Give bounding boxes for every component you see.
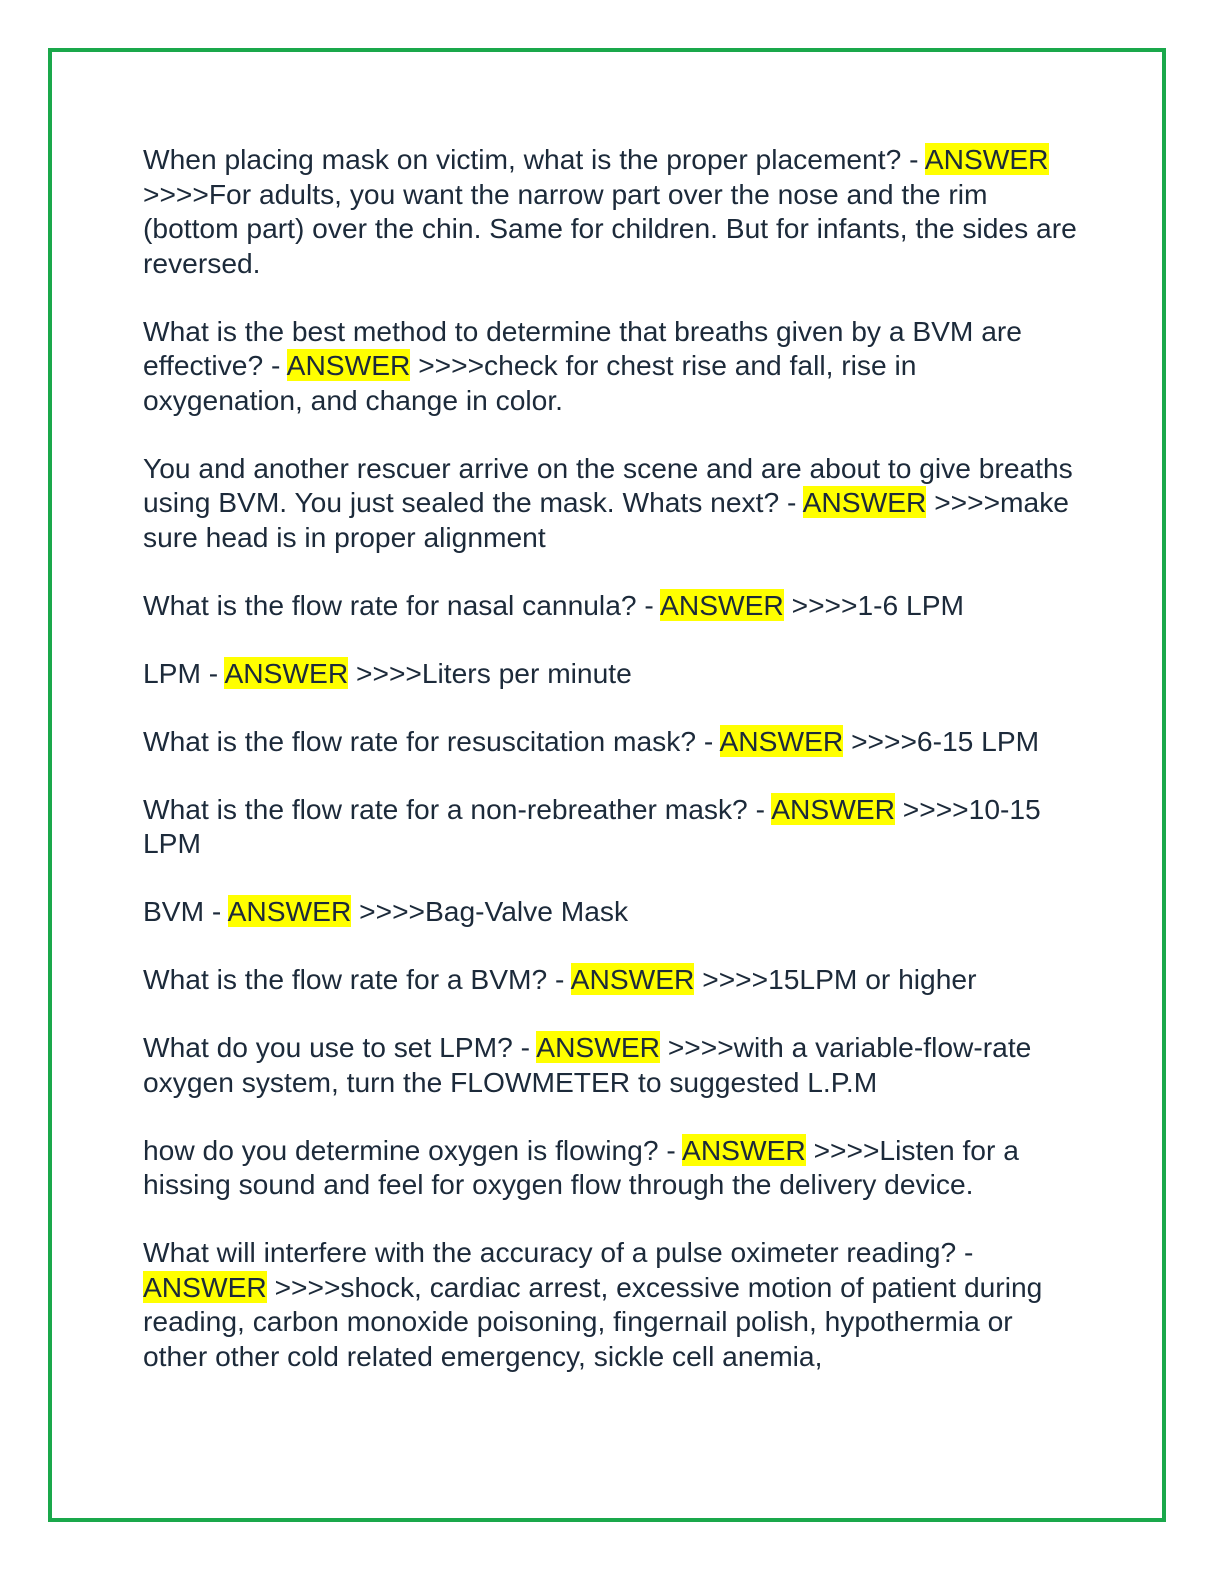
- qa-item: [143, 792, 1078, 861]
- qa-item: [143, 894, 1078, 929]
- answer-highlight: ANSWER: [771, 792, 895, 825]
- qa-item: [143, 1235, 1078, 1373]
- question-text: What is the flow rate for nasal cannula? -: [143, 588, 661, 621]
- question-text: What is the flow rate for a BVM? -: [143, 963, 571, 995]
- answer-text: >>>>check for chest rise and fall, rise in oxygenation, and change in color.: [143, 349, 917, 416]
- document-body: [143, 142, 1078, 1407]
- answer-text: >>>>Bag-Valve Mask: [351, 895, 629, 927]
- answer-highlight: ANSWER: [719, 724, 844, 757]
- qa-item: [143, 588, 1078, 623]
- qa-item: [143, 1133, 1078, 1202]
- answer-highlight: ANSWER: [570, 963, 695, 995]
- qa-item: [143, 142, 1078, 280]
- answer-highlight: ANSWER: [227, 895, 352, 927]
- answer-text: >>>>6-15 LPM: [843, 724, 1040, 757]
- question-text: LPM -: [143, 656, 225, 689]
- qa-item: [143, 1030, 1078, 1099]
- answer-text: >>>>15LPM or higher: [694, 963, 977, 995]
- answer-text: >>>>For adults, you want the narrow part over the nose and the rim (bottom part) over the chin. Same for children. But for infants, the sides are reversed.: [143, 177, 1077, 279]
- answer-highlight: ANSWER: [224, 656, 349, 689]
- answer-text: >>>>Liters per minute: [348, 656, 632, 689]
- question-text: What do you use to set LPM? -: [143, 1031, 537, 1063]
- answer-highlight: ANSWER: [286, 349, 411, 381]
- answer-text: >>>>make sure head is in proper alignment: [143, 486, 1069, 553]
- answer-text: >>>>with a variable-flow-rate oxygen system, turn the FLOWMETER to suggested L.P.M: [143, 1031, 1032, 1098]
- question-text: What is the flow rate for resuscitation mask? -: [143, 724, 720, 757]
- question-text: BVM -: [143, 895, 228, 927]
- qa-item: [143, 314, 1078, 418]
- question-text: What is the best method to determine that breaths given by a BVM are effective? -: [143, 314, 1022, 381]
- answer-highlight: ANSWER: [536, 1031, 660, 1063]
- answer-text: >>>>Listen for a hissing sound and feel for oxygen flow through the delivery device.: [143, 1133, 1019, 1200]
- answer-highlight: ANSWER: [682, 1133, 806, 1166]
- question-text: What will interfere with the accuracy of a pulse oximeter reading? -: [143, 1236, 974, 1268]
- question-text: When placing mask on victim, what is the proper placement? -: [143, 143, 925, 175]
- answer-text: >>>>shock, cardiac arrest, excessive motion of patient during reading, carbon monoxide poisoning, fingernail polish, hypothermia or other other cold related emergency, sickle cell anemia,: [143, 1270, 1043, 1372]
- question-text: What is the flow rate for a non-rebreather mask? -: [143, 792, 772, 825]
- qa-item: [143, 962, 1078, 997]
- qa-item: [143, 451, 1078, 555]
- answer-highlight: ANSWER: [143, 1270, 267, 1303]
- answer-text: >>>>1-6 LPM: [783, 588, 964, 621]
- answer-highlight: ANSWER: [924, 143, 1049, 175]
- answer-highlight: ANSWER: [660, 588, 784, 621]
- qa-item: [143, 724, 1078, 759]
- answer-highlight: ANSWER: [802, 486, 927, 518]
- answer-text: >>>>10-15 LPM: [143, 792, 1041, 859]
- qa-item: [143, 656, 1078, 691]
- question-text: how do you determine oxygen is flowing? -: [143, 1133, 683, 1166]
- question-text: You and another rescuer arrive on the scene and are about to give breaths using BVM. You just sealed the mask. Whats next? -: [143, 451, 1073, 518]
